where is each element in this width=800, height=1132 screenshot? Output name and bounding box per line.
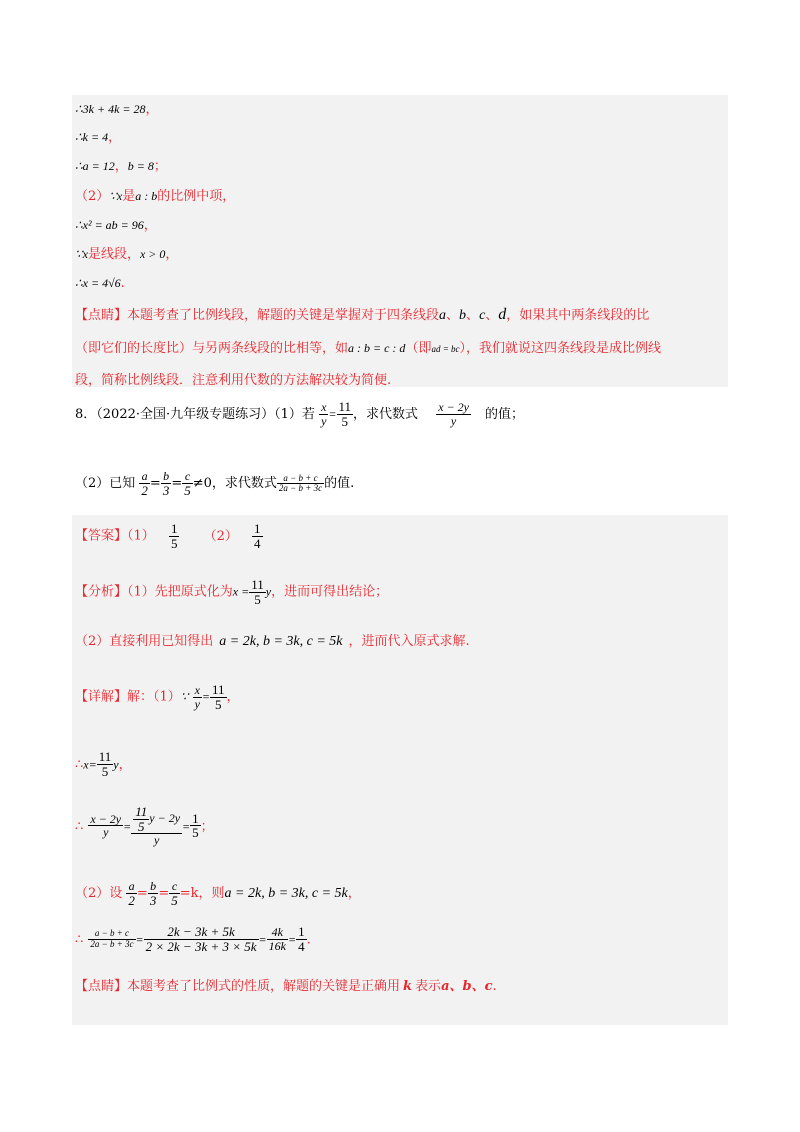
analysis-fraction-11-5: $\frac{11}{5}$: [251, 577, 264, 607]
detail-line-5: ∴ $\frac{a - b + c}{2a - b + 3c}$ = $\frac{2k - 3k + 5k}{2 \times 2k - 3k + 3 \times 5k}$ = $\frac{4k}{16k}$ = $\frac{1}{4}$ .: [75, 924, 311, 954]
step-line-6: ∵x是线段，x > 0，: [75, 247, 179, 262]
step-line-7: ∴x = 4√6.: [75, 276, 125, 291]
detail-final-fraction: $\frac{1}{4}$: [298, 924, 305, 954]
answer-2-fraction: $\frac{1}{4}$: [254, 521, 261, 551]
answer-line: 【答案】（1） $\frac{1}{5}$ （2） $\frac{1}{4}$: [75, 521, 261, 551]
detail-mid-fraction: $\frac{4k}{16k}$: [268, 925, 286, 953]
answer-1-fraction: $\frac{1}{5}$: [170, 521, 178, 551]
step-line-5: ∴x² = ab = 96，: [75, 218, 157, 233]
set-frac-a: $\frac{a}{2}$: [128, 879, 135, 908]
step-line-2: ∴k = 4，: [75, 130, 122, 145]
set-frac-b: $\frac{b}{3}$: [149, 879, 157, 908]
detail-big-fraction: $\frac{2k - 3k + 5k}{2 \times 2k - 3k + 3 \times 5k}$: [145, 924, 257, 954]
frac-a-2: $\frac{a}{2}$: [141, 469, 148, 498]
step-line-4: （2）∵x是a : b的比例中项，: [75, 189, 236, 204]
detail-line-1: 【详解】解：（1）∵ $\frac{x}{y}$ = $\frac{11}{5}$ ，: [75, 682, 240, 712]
detail-line-3: ∴ $\frac{x - 2y}{y}$ = $\frac{11}{5}$ y − 2y y = $\frac{1}{5}$ ；: [75, 804, 214, 848]
ratio-x-over-y: $\frac{x}{y}$: [321, 400, 327, 428]
detail-small-fraction: $\frac{a - b + c}{2a - b + 3c}$: [90, 928, 134, 949]
comment-line-2: （即它们的长度比）与另两条线段的比相等，如a : b = c : d（即ad = bc），我们就说这四条线段是成比例线: [75, 341, 662, 356]
detail-lhs-fraction: $\frac{x - 2y}{y}$: [90, 811, 122, 840]
detail-line-2: ∴x= $\frac{11}{5}$ y，: [75, 749, 132, 779]
detail-fraction-11-5-b: $\frac{11}{5}$: [98, 749, 112, 779]
detail-comment: 【点睛】本题考查了比例式的性质，解题的关键是正确用 k 表示a、b、c.: [75, 979, 497, 994]
detail-result-fraction: $\frac{1}{5}$: [192, 810, 199, 841]
question-8-part-1: 8．（2022·全国·九年级专题练习）（1）若 $\frac{x}{y}$ = $\frac{11}{5}$ ，求代数式 $\frac{x - 2y}{y}$ 的值；: [75, 399, 524, 429]
comment-line-3: 段，简称比例线段．注意利用代数的方法解决较为简便.: [75, 373, 392, 388]
question-8-part-2: （2）已知 $\frac{a}{2}$ = $\frac{b}{3}$ = $\frac{c}{5}$ ≠0，求代数式 $\frac{a - b + c}{2a - b + 3c}$ 的值.: [75, 469, 355, 498]
set-frac-c: $\frac{c}{5}$: [171, 879, 178, 908]
comment-line-1: 【点睛】本题考查了比例线段，解题的关键是掌握对于四条线段a、b、c、d，如果其中两条线段的比: [75, 306, 650, 323]
fraction-11-5: $\frac{11}{5}$: [338, 399, 352, 429]
expression-2-fraction: $\frac{a - b + c}{2a - b + 3c}$: [278, 472, 323, 494]
expression-fraction: $\frac{x - 2y}{y}$: [438, 400, 469, 428]
detail-fraction-11-5: $\frac{11}{5}$: [212, 682, 225, 712]
analysis-line-1: 【分析】（1）先把原式化为x = $\frac{11}{5}$ y，进而可得出结论；: [75, 577, 389, 607]
detail-inner-fraction: $\frac{11}{5}$: [135, 804, 148, 834]
step-line-1: ∴3k + 4k = 28，: [75, 102, 159, 117]
step-line-3: ∴a = 12，b = 8；: [75, 159, 167, 174]
detail-compound-fraction: $\frac{11}{5}$ y − 2y y: [131, 805, 182, 847]
frac-c-5: $\frac{c}{5}$: [184, 469, 191, 498]
analysis-line-2: （2）直接利用已知得出 a = 2k, b = 3k, c = 5k ，进而代入原式求解.: [75, 634, 470, 649]
detail-x-over-y: $\frac{x}{y}$: [194, 683, 200, 711]
detail-line-4: （2）设 $\frac{a}{2}$ = $\frac{b}{3}$ = $\frac{c}{5}$ =k，则a = 2k, b = 3k, c = 5k，: [75, 879, 361, 908]
frac-b-3: $\frac{b}{3}$: [162, 469, 170, 498]
